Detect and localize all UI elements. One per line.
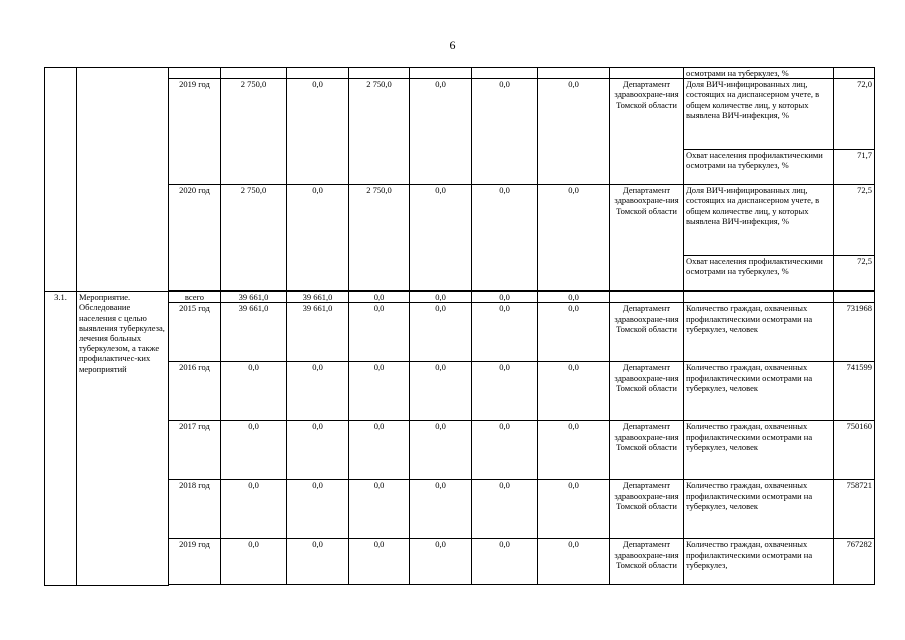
indicator-value: 71,7 — [834, 150, 875, 185]
year-cell: 2020 год — [169, 185, 221, 291]
indicator-cell: Количество граждан, охваченных профилактическими осмотрами на туберкулез, — [684, 539, 834, 585]
indicator-cell: Доля ВИЧ-инфицированных лиц, состоящих на диспансерном учете, в общем количестве лиц, у которых выявлена ВИЧ-инфекция, % — [684, 79, 834, 150]
dept-cell: Департамент здравоохране-ния Томской области — [610, 362, 684, 421]
indicator-value: 750160 — [834, 421, 875, 480]
program-table — [44, 67, 875, 586]
indicator-value: 731968 — [834, 303, 875, 362]
indicator-cell: Доля ВИЧ-инфицированных лиц, состоящих на диспансерном учете, в общем количестве лиц, у которых выявлена ВИЧ-инфекция, % — [684, 185, 834, 256]
table-row: 2020 год 2 750,0 0,0 2 750,0 0,0 0,0 0,0 Департамент здравоохране-ния Томской области Доля ВИЧ-инфицированных лиц, состоящих на диспансерном учете, в общем количестве лиц, у которых выявлена ВИЧ-инфекция, % 72,5 — [45, 185, 875, 256]
indicator-cell: Количество граждан, охваченных профилактическими осмотрами на туберкулез, человек — [684, 303, 834, 362]
indicator-value: 72,5 — [834, 185, 875, 256]
indicator-value: 767282 — [834, 539, 875, 585]
year-cell: 2017 год — [169, 421, 221, 480]
dept-cell: Департамент здравоохране-ния Томской области — [610, 79, 684, 185]
dept-cell: Департамент здравоохране-ния Томской области — [610, 480, 684, 539]
table-row: 2018 год 0,0 0,0 0,0 0,0 0,0 0,0 Департамент здравоохране-ния Томской области Количество граждан, охваченных профилактическими осмотрами на туберкулез, человек 758721 — [45, 480, 875, 539]
indicator-cell: Количество граждан, охваченных профилактическими осмотрами на туберкулез, человек — [684, 421, 834, 480]
year-cell: 2018 год — [169, 480, 221, 539]
indicator-cell: Охват населения профилактическими осмотрами на туберкулез, % — [684, 256, 834, 291]
dept-cell: Департамент здравоохране-ния Томской области — [610, 421, 684, 480]
year-cell: 2015 год — [169, 303, 221, 362]
table-row: 2017 год 0,0 0,0 0,0 0,0 0,0 0,0 Департамент здравоохране-ния Томской области Количество граждан, охваченных профилактическими осмотрами на туберкулез, человек 750160 — [45, 421, 875, 480]
dept-cell: Департамент здравоохране-ния Томской области — [610, 185, 684, 291]
dept-cell: Департамент здравоохране-ния Томской области — [610, 539, 684, 585]
cell-name-empty — [77, 68, 169, 292]
table-row: 2019 год 2 750,0 0,0 2 750,0 0,0 0,0 0,0 Департамент здравоохране-ния Томской области Доля ВИЧ-инфицированных лиц, состоящих на диспансерном учете, в общем количестве лиц, у которых выявлена ВИЧ-инфекция, % 72,0 — [45, 79, 875, 150]
measure-number: 3.1. — [45, 292, 77, 586]
table-row: 3.1. Мероприятие. Обследование населения с целью выявления туберкулеза, лечения больных туберкулезом, а также профилактичес-ких мероприятий всего 39 661,0 39 661,0 0,0 0,0 0,0 0,0 — [45, 292, 875, 303]
indicator-cell: Охват населения профилактическими осмотрами на туберкулез, % — [684, 150, 834, 185]
indicator-value: 72,0 — [834, 79, 875, 150]
year-cell: 2019 год — [169, 539, 221, 585]
indicator-cell: Количество граждан, охваченных профилактическими осмотрами на туберкулез, человек — [684, 480, 834, 539]
indicator-cell: осмотрами на туберкулез, % — [684, 68, 834, 79]
cell-num-empty — [45, 68, 77, 292]
measure-name: Мероприятие. Обследование населения с целью выявления туберкулеза, лечения больных туберкулезом, а также профилактичес-ких мероприятий — [77, 292, 169, 586]
page-number: 6 — [449, 38, 456, 52]
table-row: 2019 год 0,0 0,0 0,0 0,0 0,0 0,0 Департамент здравоохране-ния Томской области Количество граждан, охваченных профилактическими осмотрами на туберкулез, 767282 — [45, 539, 875, 585]
year-cell: 2016 год — [169, 362, 221, 421]
table-row: 2015 год 39 661,0 39 661,0 0,0 0,0 0,0 0,0 Департамент здравоохране-ния Томской области Количество граждан, охваченных профилактическими осмотрами на туберкулез, человек 731968 — [45, 303, 875, 362]
dept-cell: Департамент здравоохране-ния Томской области — [610, 303, 684, 362]
total-label: всего — [169, 292, 221, 303]
year-cell: 2019 год — [169, 79, 221, 185]
indicator-value: 741599 — [834, 362, 875, 421]
table-row: 2016 год 0,0 0,0 0,0 0,0 0,0 0,0 Департамент здравоохране-ния Томской области Количество граждан, охваченных профилактическими осмотрами на туберкулез, человек 741599 — [45, 362, 875, 421]
table-row — [45, 68, 875, 79]
indicator-value: 72,5 — [834, 256, 875, 291]
indicator-value: 758721 — [834, 480, 875, 539]
indicator-cell: Количество граждан, охваченных профилактическими осмотрами на туберкулез, человек — [684, 362, 834, 421]
